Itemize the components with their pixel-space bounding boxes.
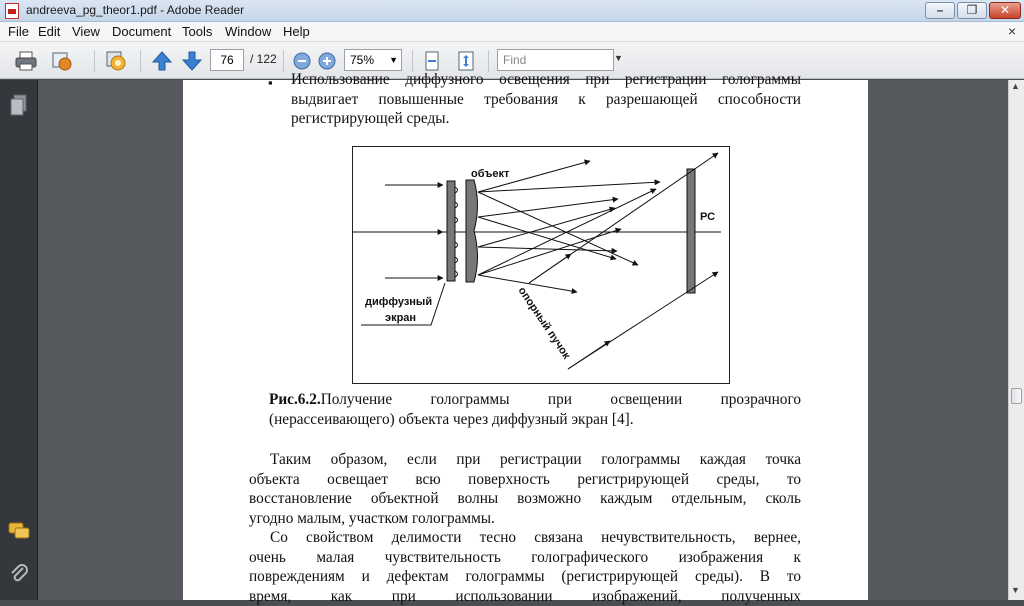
next-page-icon[interactable] — [180, 49, 204, 73]
label-diffuse-screen-2: экран — [385, 312, 416, 324]
comments-icon[interactable] — [7, 521, 31, 543]
caption-text-2: (нерассеивающего) объекта через диффузный экран [4]. — [269, 410, 801, 430]
text-line: регистрирующей среды. — [291, 109, 801, 129]
recording-medium — [687, 169, 695, 293]
figure-6-2 — [352, 146, 730, 384]
pages-icon[interactable] — [8, 93, 30, 117]
adobe-reader-icon — [5, 3, 19, 19]
window-title: andreeva_pg_theor1.pdf - Adobe Reader — [26, 3, 244, 17]
print-icon[interactable] — [14, 49, 38, 73]
diffuse-screen — [447, 181, 455, 281]
caption-text-1: Получение голограммы при освещении прозрачного — [321, 391, 801, 408]
zoom-dropdown-icon[interactable]: ▼ — [389, 50, 398, 70]
text-line: угодно малым, участком голограммы. — [249, 509, 801, 529]
menu-bar — [0, 22, 1024, 42]
find-dropdown-icon[interactable]: ▼ — [614, 53, 623, 63]
text-line: Таким образом, если при регистрации голограммы каждая точка — [249, 450, 801, 470]
attachments-icon[interactable] — [9, 563, 29, 585]
menu-edit[interactable]: Edit — [38, 24, 60, 39]
navigation-panel — [0, 80, 38, 600]
figure-caption — [269, 390, 801, 429]
object-rays — [478, 161, 660, 292]
maximize-button[interactable] — [957, 2, 987, 19]
text-line: Со свойством делимости тесно связана нечувствительность, вернее, — [249, 528, 801, 548]
close-button[interactable] — [989, 2, 1021, 19]
page-total: / 122 — [250, 52, 277, 66]
text-line: повреждениям и дефектам голограммы (регистрирующей среды). В то — [249, 567, 801, 587]
find-input[interactable]: Find — [497, 49, 614, 71]
menu-document[interactable]: Document — [112, 24, 171, 39]
scrollbar-thumb[interactable] — [1011, 388, 1022, 404]
label-rc: РС — [700, 211, 715, 223]
minimize-button[interactable] — [925, 2, 955, 19]
previous-page-icon[interactable] — [150, 49, 174, 73]
close-icon: ✕ — [990, 3, 1020, 18]
toolbar-separator — [94, 50, 95, 72]
toolbar-separator — [140, 50, 141, 72]
toolbar-separator — [283, 50, 284, 72]
paragraph-1 — [249, 450, 801, 528]
text-line: выдвигает повышенные требования к разрешающей способности — [291, 90, 801, 110]
intro-paragraph — [291, 70, 801, 129]
label-object: объект — [471, 168, 510, 180]
caption-label: Рис.6.2. — [269, 391, 321, 408]
vertical-scrollbar[interactable] — [1008, 80, 1024, 600]
object-shape — [466, 180, 478, 282]
share-icon[interactable] — [50, 49, 74, 73]
restore-icon: ❐ — [958, 3, 986, 18]
text-line: Использование диффузного освещения при регистрации голограммы — [291, 70, 801, 90]
hologram-diagram — [353, 147, 731, 385]
menu-view[interactable]: View — [72, 24, 100, 39]
text-line: восстановление объектной волны возможно каждым отдельным, сколь — [249, 489, 801, 509]
label-diffuse-screen: диффузный — [365, 296, 432, 308]
paragraph-2 — [249, 528, 801, 606]
scroll-up-icon[interactable]: ▲ — [1011, 81, 1020, 91]
bullet-marker: ▪ — [268, 75, 273, 90]
text-line: время, как при использовании изображений, полученных — [249, 587, 801, 606]
zoom-select[interactable] — [344, 49, 402, 71]
menu-help[interactable]: Help — [283, 24, 310, 39]
scroll-down-icon[interactable]: ▼ — [1011, 585, 1020, 595]
text-line: объекта освещает всю поверхность регистрирующей среды, то — [249, 470, 801, 490]
collaborate-icon[interactable] — [104, 49, 128, 73]
toolbar-separator — [488, 50, 489, 72]
menu-window[interactable]: Window — [225, 24, 271, 39]
toolbar-separator — [412, 50, 413, 72]
zoom-value: 75% — [350, 53, 374, 67]
menu-file[interactable]: File — [8, 24, 29, 39]
label-reference-beam: опорный пучок — [516, 285, 573, 362]
close-document-icon[interactable]: × — [1008, 23, 1016, 39]
title-bar — [0, 0, 1024, 22]
menu-tools[interactable]: Tools — [182, 24, 212, 39]
minimize-icon: – — [926, 3, 954, 18]
page-number-input[interactable]: 76 — [210, 49, 244, 71]
pdf-page — [183, 80, 868, 600]
text-line: очень малая чувствительность голографического изображения к — [249, 548, 801, 568]
